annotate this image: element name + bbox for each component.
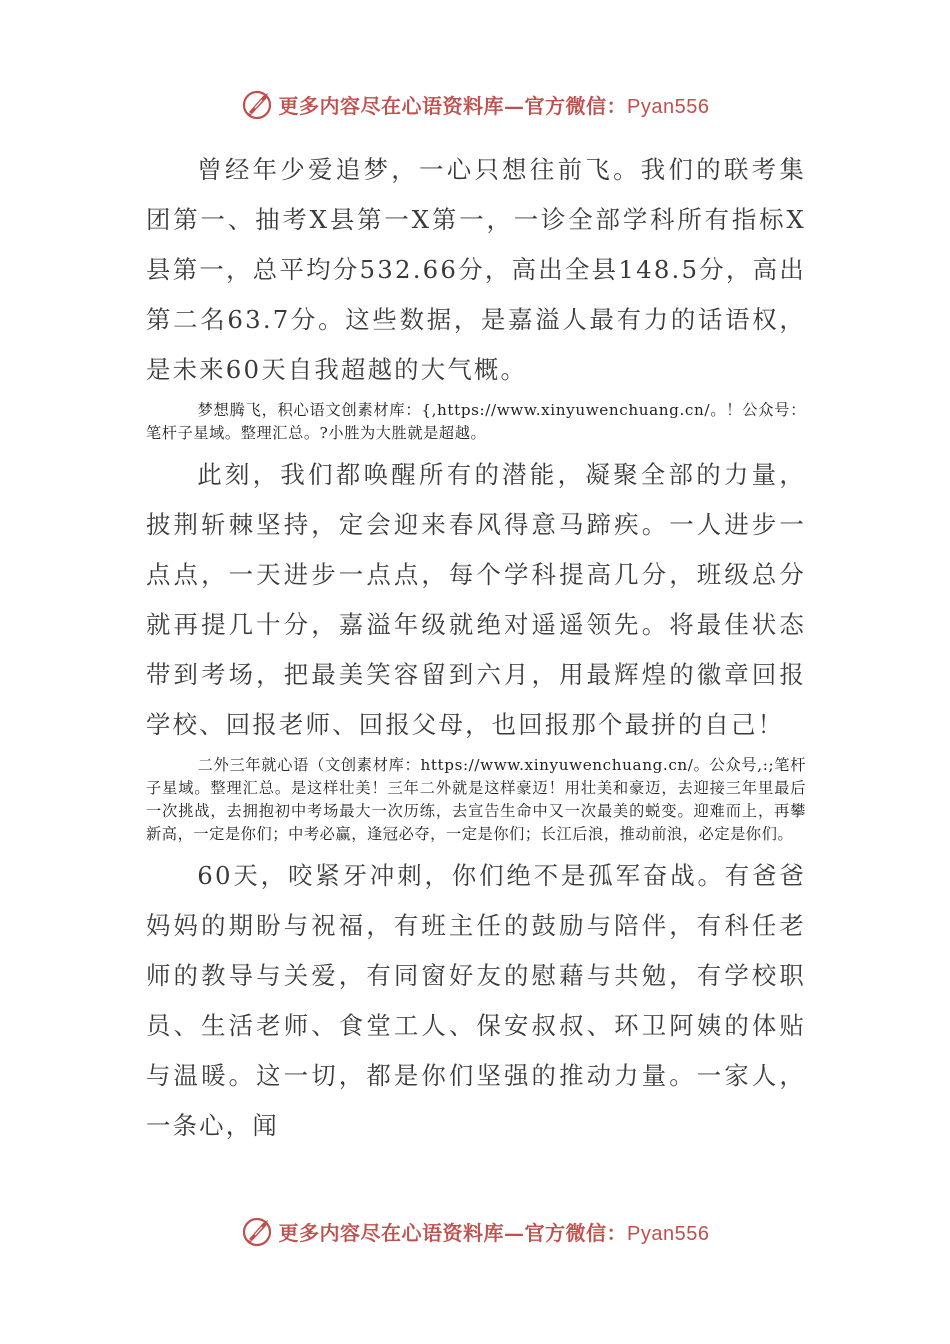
paragraph: 曾经年少爱追梦，一心只想往前飞。我们的联考集团第一、抽考X县第一X第一，一诊全部学科所有指标X县第一，总平均分532.66分，高出全县148.5分，高出第二名63.7分。这些数据，是嘉溢人最有力的话语权，是未来60天自我超越的大气概。 — [146, 155, 806, 384]
header-watermark — [0, 84, 950, 124]
watermark-text-en: Pyan556 — [627, 1222, 710, 1245]
watermark-text-cn: 更多内容尽在心语资料库—官方微信： — [278, 93, 628, 118]
source-note: 梦想腾飞，积心语文创素材库：{,https://www.xinyuwenchuang.cn/。！公众号：笔杆子星域。整理汇总。?小胜为大胜就是超越。 — [146, 401, 806, 442]
watermark-text-cn: 更多内容尽在心语资料库—官方微信： — [278, 1220, 628, 1245]
watermark-text-en: Pyan556 — [627, 95, 710, 118]
paragraph: 此刻，我们都唤醒所有的潜能，凝聚全部的力量，披荆斩棘坚持，定会迎来春风得意马蹄疾。一人进步一点点，一天进步一点点，每个学科提高几分，班级总分就再提几十分，嘉溢年级就绝对遥遥领先。将最佳状态带到考场，把最美笑容留到六月，用最辉煌的徽章回报学校、回报老师、回报父母，也回报那个最拼的自己！ — [146, 460, 806, 739]
footer-watermark — [0, 1211, 950, 1251]
document-body — [146, 145, 806, 1151]
source-note: 二外三年就心语（文创素材库：https://www.xinyuwenchuang.cn/。公众号,:;笔杆子星域。整理汇总。是这样壮美！三年二外就是这样豪迈！用壮美和豪迈，去迎接三年里最后一次挑战，去拥抱初中考场最大一次历练，去宣告生命中又一次最美的蜕变。迎难而上，再攀新高，一定是你们；中考必赢，逢冠必夺，一定是你们；长江后浪，推动前浪，必定是你们。 — [146, 756, 806, 843]
pen-nib-logo-icon — [241, 87, 275, 121]
pen-nib-logo-icon — [241, 1214, 275, 1248]
watermark-text — [279, 1217, 710, 1246]
watermark-text — [279, 90, 710, 119]
paragraph: 60天，咬紧牙冲刺，你们绝不是孤军奋战。有爸爸妈妈的期盼与祝福，有班主任的鼓励与陪伴，有科任老师的教导与关爱，有同窗好友的慰藉与共勉，有学校职员、生活老师、食堂工人、保安叔叔、环卫阿姨的体贴与温暖。这一切，都是你们坚强的推动力量。一家人，一条心，闻 — [146, 861, 806, 1140]
